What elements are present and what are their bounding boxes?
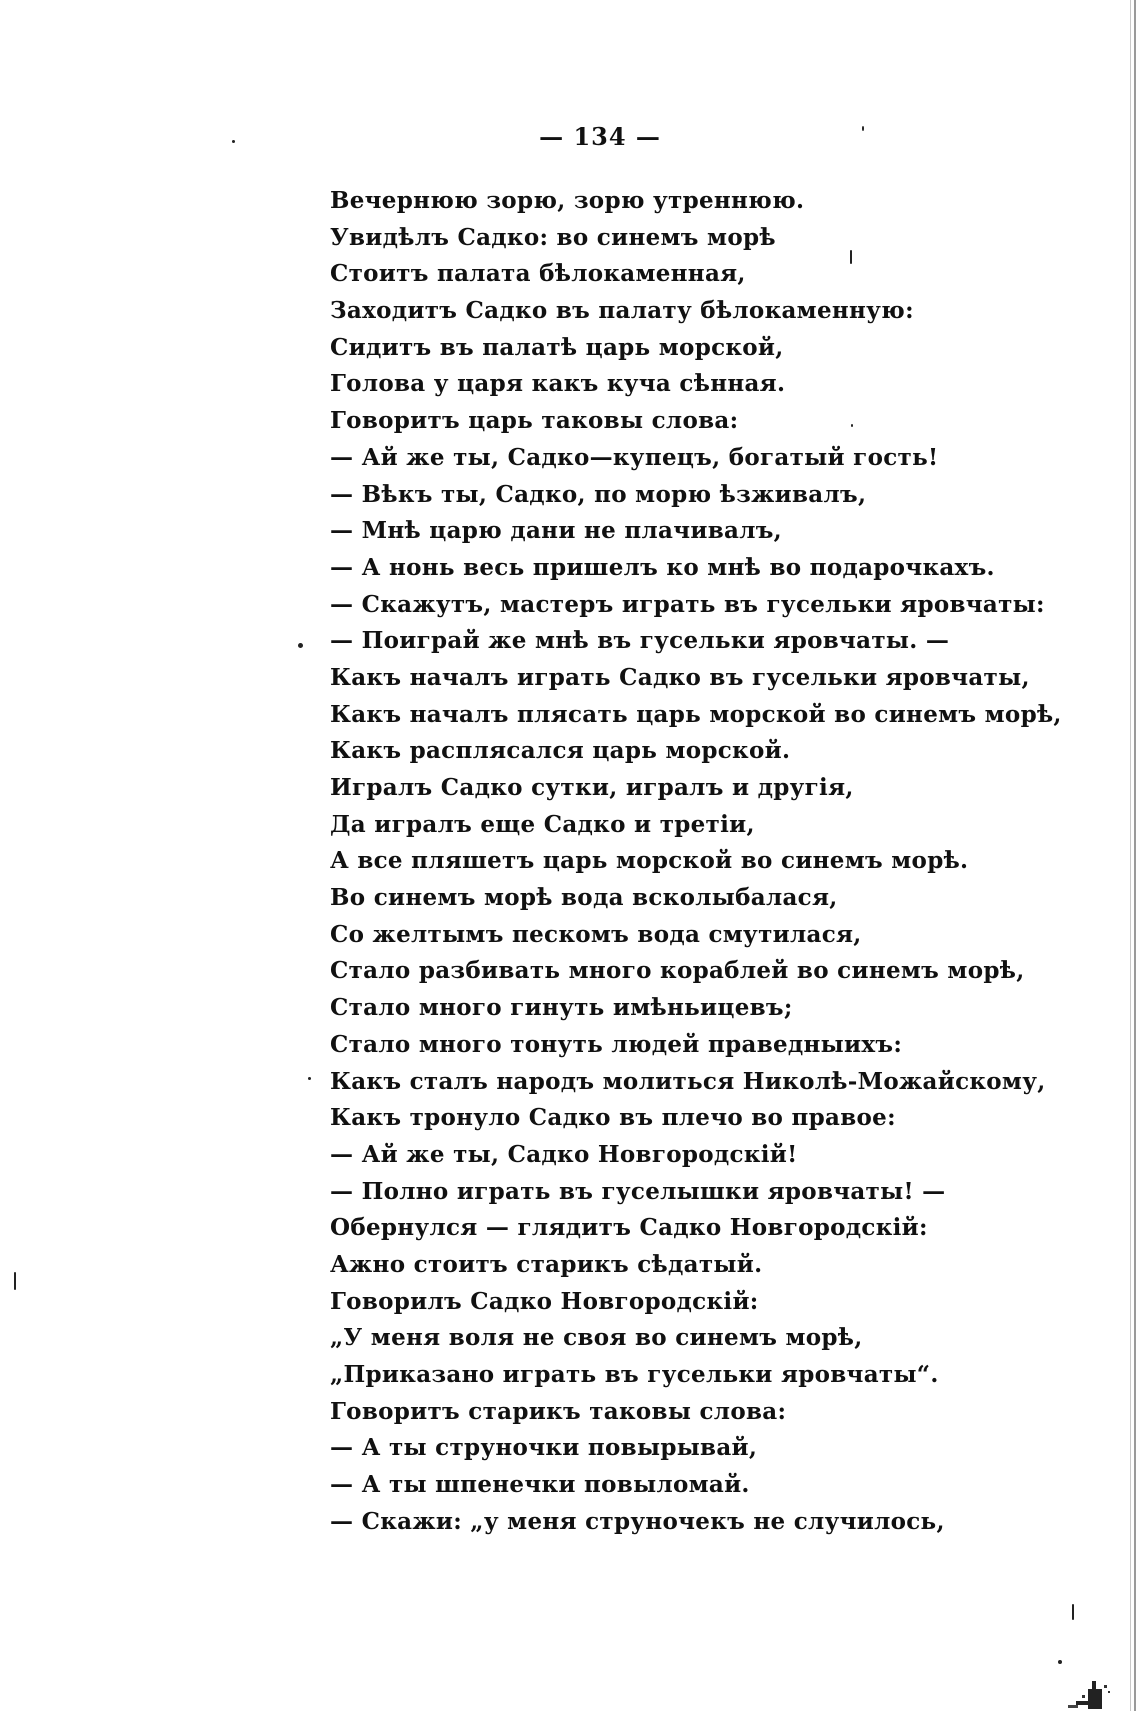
verse-line: — Мнѣ царю дани не плачивалъ, [330,517,782,545]
scan-speck [14,1272,16,1290]
verse-line: — Вѣкъ ты, Садко, по морю ѣзживалъ, [330,480,867,508]
verse-line: Какъ началъ плясать царь морской во синемъ морѣ, [330,700,1062,728]
verse-line: — Скажи: „у меня струночекъ не случилось, [330,1507,945,1535]
verse-line: — Полно играть въ гуселышки яровчаты! — [330,1177,946,1205]
verse-line: — Поиграй же мнѣ въ гусельки яровчаты. — [330,627,950,655]
verse-line: А все пляшетъ царь морской во синемъ морѣ. [330,847,969,875]
verse-line: Стало много гинуть имѣньицевъ; [330,994,793,1022]
page-number: — 134 — [539,122,661,151]
scan-stamp-mark [1048,1671,1118,1711]
page-edge-line [1134,0,1136,1711]
verse-line: Стало много тонуть людей праведныихъ: [330,1030,903,1058]
verse-line: — А нонь весь пришелъ ко мнѣ во подарочкахъ. [330,553,995,581]
scan-speck [862,126,864,131]
verse-line: Какъ расплясался царь морской. [330,737,791,765]
verse-line: Говоритъ царь таковы слова: [330,407,739,435]
verse-line: Стало разбивать много кораблей во синемъ морѣ, [330,957,1025,985]
verse-line: — Ай же ты, Садко—купецъ, богатый гость! [330,443,939,471]
scan-speck [1058,1660,1062,1664]
verse-line: — А ты шпенечки повыломай. [330,1471,750,1499]
verse-line: Во синемъ морѣ вода всколыбалася, [330,884,838,912]
verse-line: Да игралъ еще Садко и третіи, [330,810,755,838]
verse-line: Голова у царя какъ куча сѣнная. [330,370,786,398]
scan-speck [850,250,852,264]
scan-speck [232,140,235,143]
verse-line: „Приказано играть въ гусельки яровчаты“. [330,1361,939,1388]
verse-line: Со желтымъ пескомъ вода смутилася, [330,920,862,948]
verse-line: Какъ началъ играть Садко въ гусельки яровчаты, [330,663,1030,691]
verse-line: Вечернюю зорю, зорю утреннюю. [330,187,805,214]
verse-line: Какъ сталъ народъ молиться Николѣ-Можайскому, [330,1067,1046,1095]
verse-line: Ажно стоитъ старикъ сѣдатый. [330,1250,763,1278]
verse-line: Какъ тронуло Садко въ плечо во правое: [330,1104,896,1132]
verse-line: — Ай же ты, Садко Новгородскій! [330,1140,798,1168]
verse-line: — А ты струночки повырывай, [330,1434,758,1462]
verse-line: Увидѣлъ Садко: во синемъ морѣ [330,223,776,251]
scan-speck [1072,1604,1074,1620]
scan-speck [298,643,303,648]
verse-line: Говорилъ Садко Новгородскій: [330,1287,759,1315]
verse-line: Сидитъ въ палатѣ царь морской, [330,333,784,361]
verse-line: Стоитъ палата бѣлокаменная, [330,260,746,288]
verse-line: — Скажутъ, мастеръ играть въ гусельки яровчаты: [330,590,1045,618]
page-edge-line-inner [1130,0,1131,1711]
verse-text [330,183,1062,1540]
verse-line: „У меня воля не своя во синемъ морѣ, [330,1324,863,1352]
verse-line: Говоритъ старикъ таковы слова: [330,1397,787,1425]
scan-speck [308,1077,311,1080]
verse-line: Заходитъ Садко въ палату бѣлокаменную: [330,297,914,325]
scan-speck [851,424,853,427]
verse-line: Обернулся — глядитъ Садко Новгородскій: [330,1214,928,1242]
verse-line: Игралъ Садко сутки, игралъ и другія, [330,774,854,801]
